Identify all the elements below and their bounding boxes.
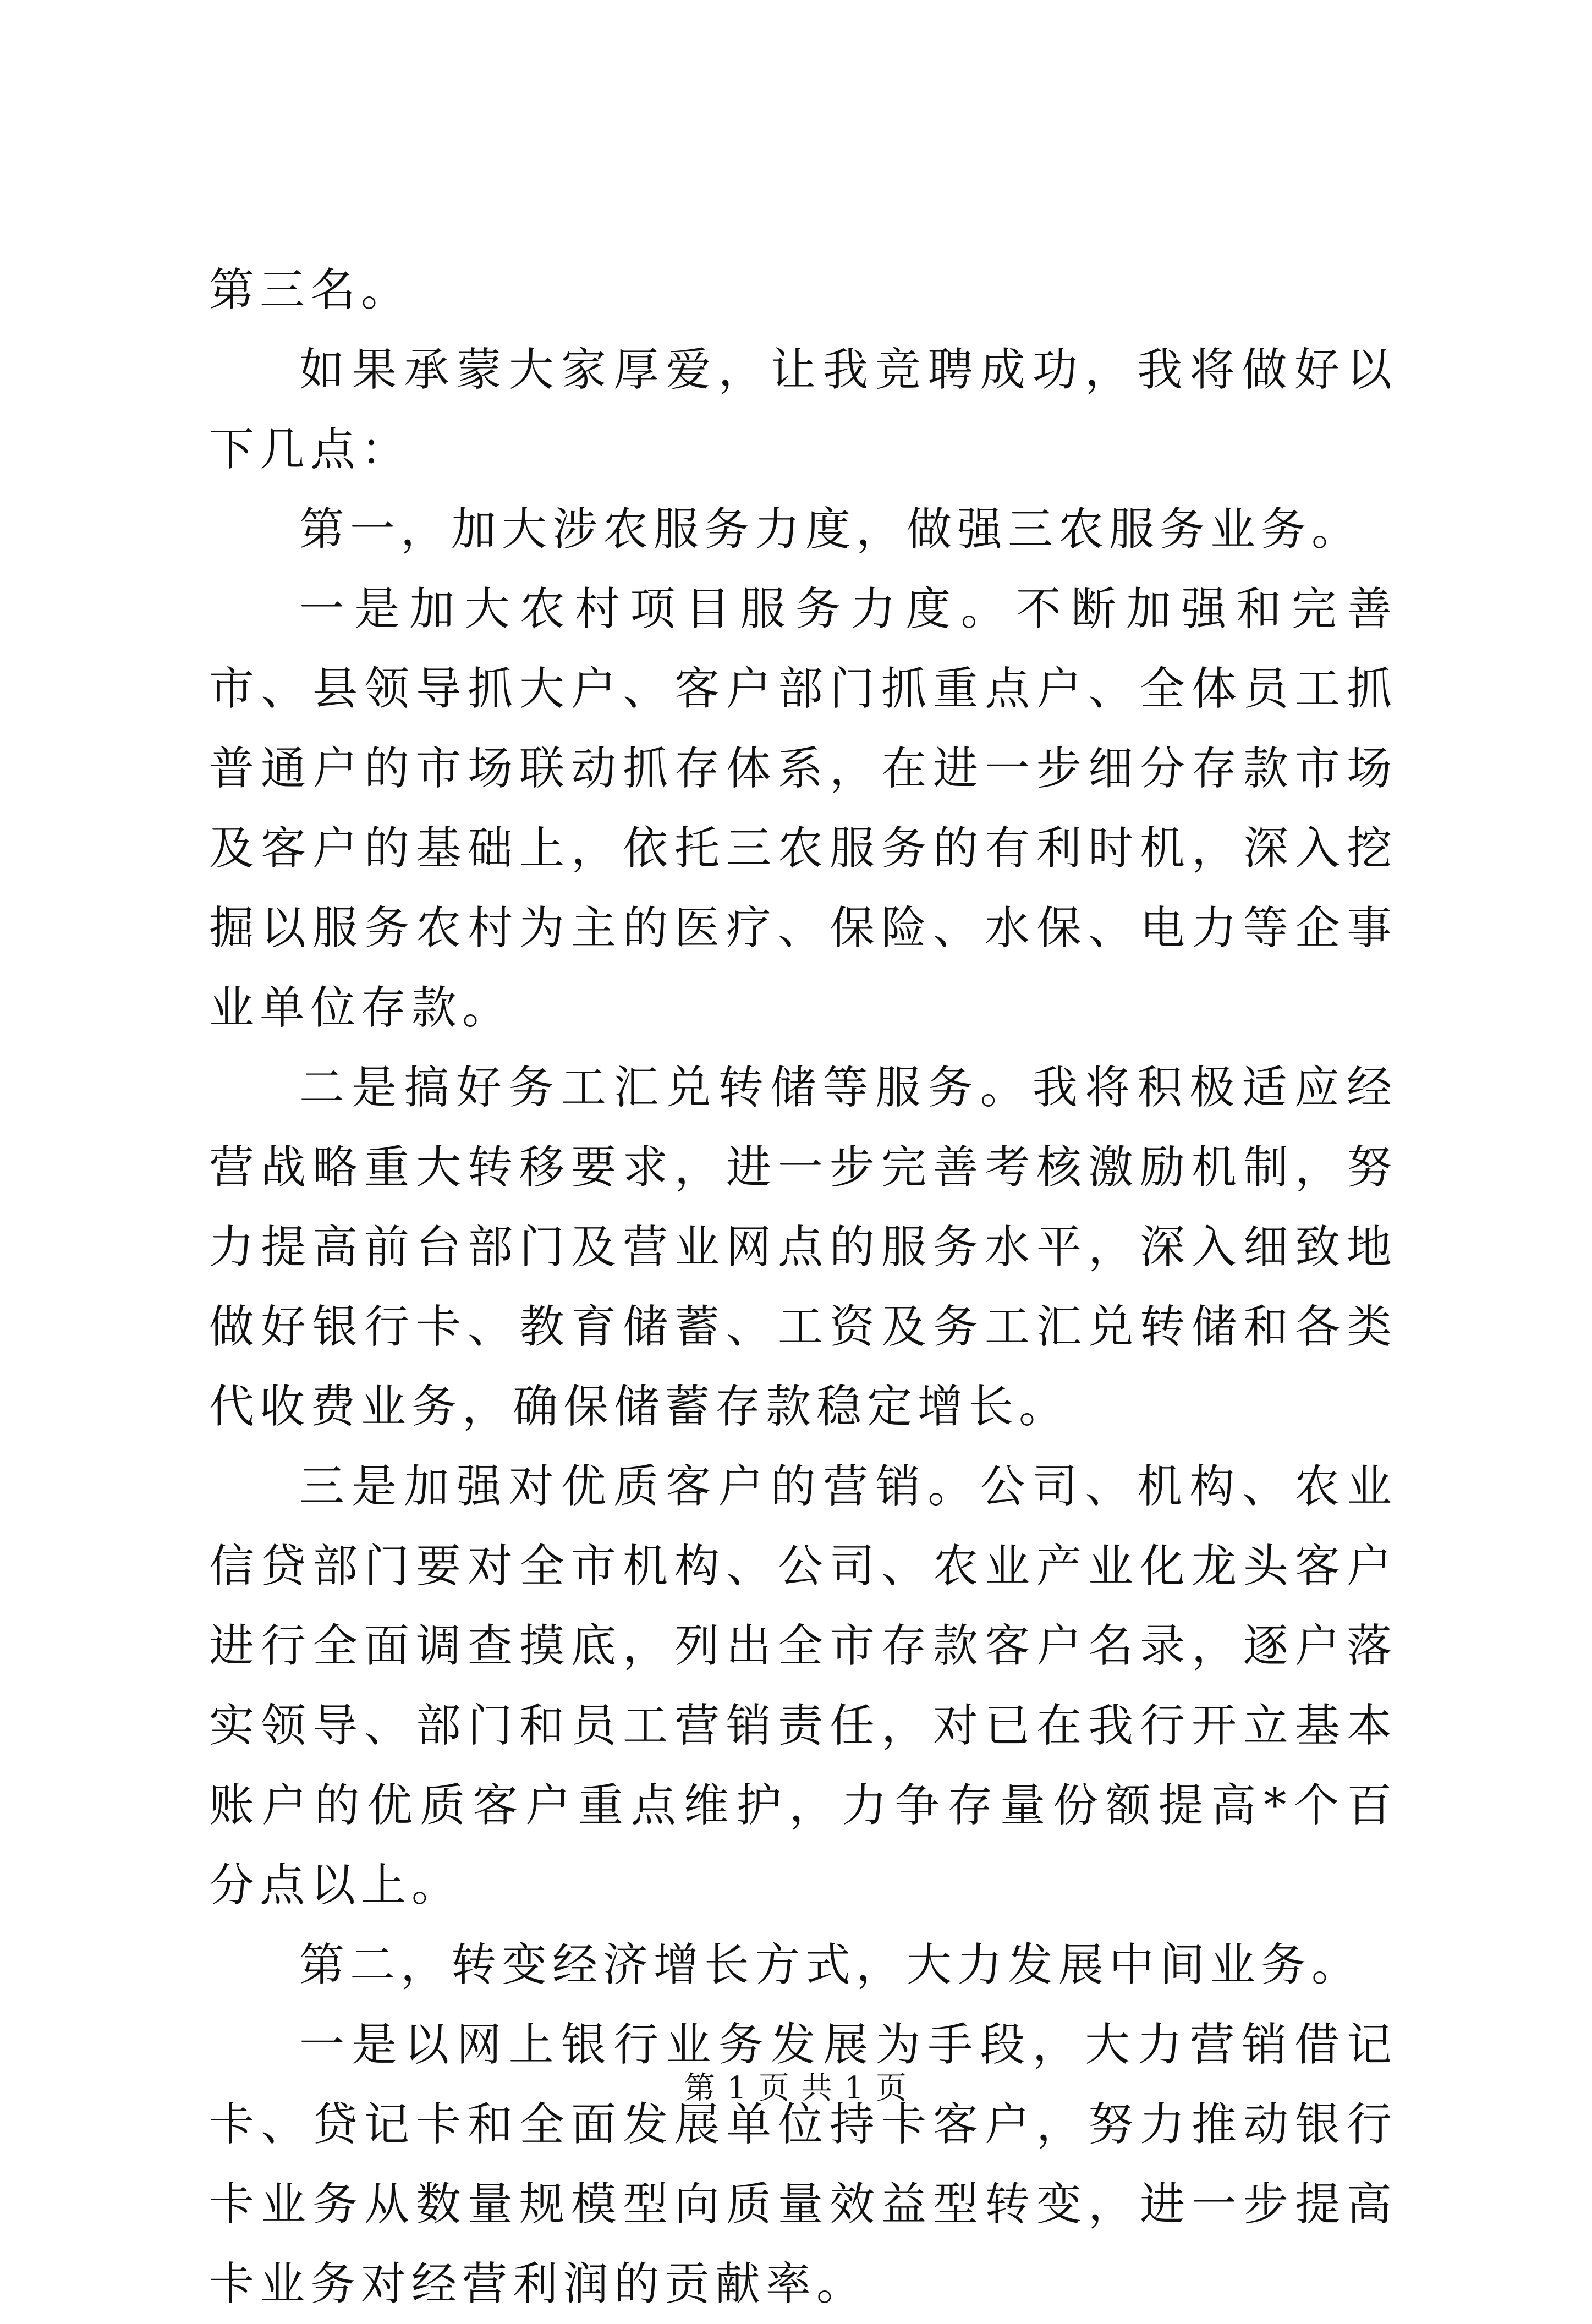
- paragraph-quality-customers: 三是加强对优质客户的营销。公司、机构、农业信贷部门要对全市机构、公司、农业产业化龙头客户进行全面调查摸底，列出全市存款客户名录，逐户落实领导、部门和员工营销责任，对已在我行开立基本账户的优质客户重点维护，力争存量份额提高*个百分点以上。: [209, 1460, 1397, 1911]
- section-heading-second: 第二，转变经济增长方式，大力发展中间业务。: [299, 1939, 1363, 1991]
- document-body: [209, 250, 1397, 2324]
- paragraph-continuation: 第三名。: [209, 264, 412, 316]
- paragraph-intro: 如果承蒙大家厚爱，让我竞聘成功，我将做好以下几点：: [209, 344, 1397, 476]
- paragraph-rural-projects: 一是加大农村项目服务力度。不断加强和完善市、县领导抓大户、客户部门抓重点户、全体员工抓普通户的市场联动抓存体系，在进一步细分存款市场及客户的基础上，依托三农服务的有利时机，深入挖掘以服务农村为主的医疗、保险、水保、电力等企事业单位存款。: [209, 583, 1397, 1034]
- page-number-footer: 第 1 页 共 1 页: [684, 2070, 908, 2106]
- paragraph-remittance-services: 二是搞好务工汇兑转储等服务。我将积极适应经营战略重大转移要求，进一步完善考核激励机制，努力提高前台部门及营业网点的服务水平，深入细致地做好银行卡、教育储蓄、工资及务工汇兑转储和各类代收费业务，确保储蓄存款稳定增长。: [209, 1062, 1397, 1433]
- section-heading-first: 第一，加大涉农服务力度，做强三农服务业务。: [299, 503, 1363, 556]
- paragraph-online-banking: 一是以网上银行业务发展为手段，大力营销借记卡、贷记卡和全面发展单位持卡客户，努力推动银行卡业务从数量规模型向质量效益型转变，进一步提高卡业务对经营利润的贡献率。: [209, 2019, 1397, 2310]
